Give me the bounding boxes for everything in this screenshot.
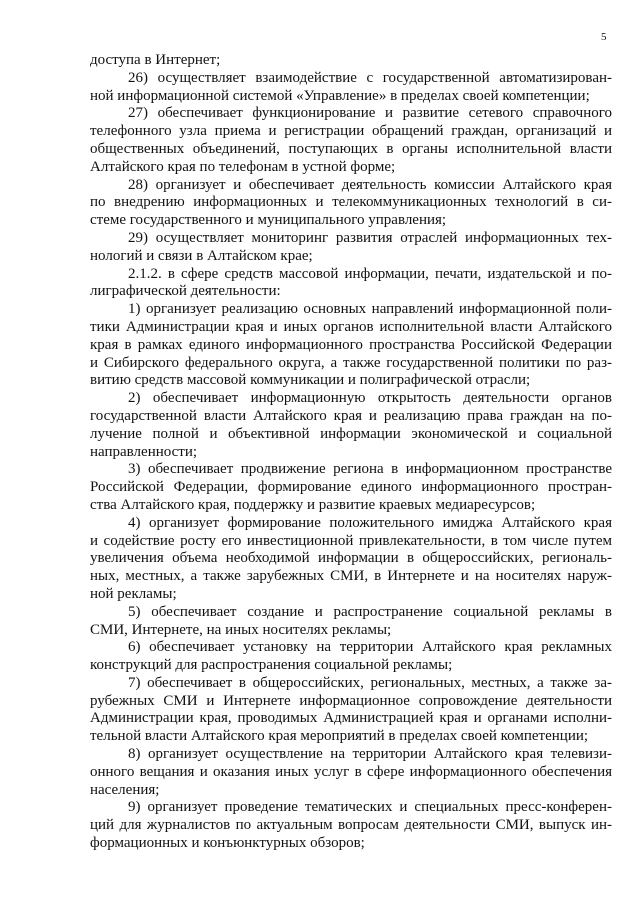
text-line: витию средств массовой коммуникации и полиграфической отрасли;	[90, 372, 531, 389]
text-line: населения;	[90, 781, 160, 798]
text-line: доступа в Интернет;	[90, 52, 221, 68]
paragraph	[90, 52, 612, 70]
paragraph	[90, 604, 612, 640]
text-line: онного вещания и оказания иных услуг в сфере информационного обеспечения	[90, 763, 612, 780]
page-number: 5	[601, 31, 607, 43]
text-line: общественных объединений, поступающих в органы исполнительной власти	[90, 140, 612, 157]
text-line: ства Алтайского края, поддержку и развитие краевых медиаресурсов;	[90, 496, 536, 513]
text-line: ций для журналистов по актуальным вопросам деятельности СМИ, выпуск ин-	[90, 817, 612, 834]
paragraph	[90, 515, 612, 604]
paragraph	[90, 799, 612, 852]
paragraph	[90, 301, 612, 390]
text-line: Российской Федерации, формирование единого информационного простран-	[90, 479, 612, 496]
text-line: 27) обеспечивает функционирование и развитие сетевого справочного	[128, 105, 612, 122]
text-line: 26) осуществляет взаимодействие с государственной автоматизирован-	[128, 69, 612, 86]
text-line: Алтайского края по телефонам в устной форме;	[90, 158, 396, 175]
text-line: стеме государственного и муниципального управления;	[90, 212, 447, 229]
text-line: конструкций для распространения социальной рекламы;	[90, 657, 453, 674]
text-line: формационных и конъюнктурных обзоров;	[90, 835, 365, 852]
text-line: лиграфической деятельности:	[90, 283, 281, 300]
text-line: ной рекламы;	[90, 585, 177, 602]
text-line: увеличения объема необходимой информации в общероссийских, региональ-	[90, 550, 612, 567]
text-line: 6) обеспечивает установку на территории Алтайского края рекламных	[128, 639, 612, 656]
paragraph	[90, 230, 612, 266]
text-line: 29) осуществляет мониторинг развития отраслей информационных тех-	[128, 229, 612, 246]
text-line: 4) организует формирование положительного имиджа Алтайского края	[128, 514, 612, 531]
text-line: тельной власти Алтайского края мероприятий в пределах своей компетенции;	[90, 728, 589, 745]
text-line: Администрации края, проводимых Администрацией края и органами исполни-	[90, 710, 612, 727]
text-line: направленности;	[90, 443, 198, 460]
text-line: 1) организует реализацию основных направлений информационной поли-	[128, 301, 612, 318]
text-line: по внедрению информационных и телекоммуникационных технологий в си-	[90, 194, 612, 211]
text-line: тики Администрации края и иных органов исполнительной власти Алтайского	[90, 318, 612, 335]
paragraph	[90, 639, 612, 675]
paragraph	[90, 461, 612, 514]
text-line: телефонного узла приема и регистрации обращений граждан, организаций и	[90, 123, 612, 140]
paragraph	[90, 266, 612, 302]
paragraph	[90, 746, 612, 799]
paragraph	[90, 105, 612, 176]
paragraph	[90, 390, 612, 461]
text-line: края в рамках единого информационного пространства Российской Федерации	[90, 336, 612, 353]
text-line: 2.1.2. в сфере средств массовой информации, печати, издательской и по-	[128, 265, 612, 282]
text-line: рубежных СМИ и Интернете информационное сопровождение деятельности	[90, 692, 612, 709]
text-line: 7) обеспечивает в общероссийских, региональных, местных, а также за-	[128, 674, 612, 691]
text-line: и Сибирского федерального округа, а также государственной политики по раз-	[90, 354, 612, 371]
text-line: 8) организует осуществление на территории Алтайского края телевизи-	[128, 746, 612, 763]
text-line: лучение полной и объективной информации экономической и социальной	[90, 425, 612, 442]
paragraph	[90, 70, 612, 106]
text-line: 5) обеспечивает создание и распространение социальной рекламы в	[128, 603, 612, 620]
text-line: 9) организует проведение тематических и специальных пресс-конферен-	[128, 799, 612, 816]
text-line: СМИ, Интернете, на иных носителях рекламы;	[90, 621, 392, 638]
text-line: государственной власти Алтайского края и реализацию права граждан на по-	[90, 407, 612, 424]
text-line: ных, местных, а также зарубежных СМИ, в Интернете и на носителях наруж-	[90, 568, 612, 585]
paragraph	[90, 177, 612, 230]
text-line: и содействие росту его инвестиционной привлекательности, в том числе путем	[90, 532, 612, 549]
text-line: ной информационной системой «Управление» в пределах своей компетенции;	[90, 87, 590, 104]
text-line: 3) обеспечивает продвижение региона в информационном пространстве	[128, 461, 612, 478]
text-line: 28) организует и обеспечивает деятельность комиссии Алтайского края	[128, 176, 612, 193]
text-line: 2) обеспечивает информационную открытость деятельности органов	[128, 390, 612, 407]
text-line: нологий и связи в Алтайском крае;	[90, 247, 313, 264]
document-body	[90, 52, 612, 853]
paragraph	[90, 675, 612, 746]
